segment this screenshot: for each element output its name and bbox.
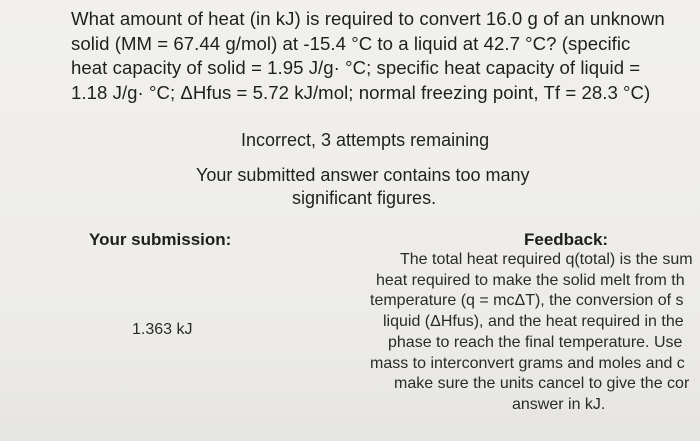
feedback-line: The total heat required q(total) is the sum [400, 251, 693, 268]
question-line: heat capacity of solid = 1.95 J/g· °C; specific heat capacity of liquid = [71, 57, 641, 78]
attempt-result: Incorrect, 3 attempts remaining [241, 130, 490, 150]
question-text [71, 7, 681, 105]
feedback-line: phase to reach the final temperature. Use [388, 333, 683, 351]
question-line: What amount of heat (in kJ) is required to convert 16.0 g of an unknown [71, 8, 665, 29]
feedback-line: heat required to make the solid melt from th [376, 271, 685, 289]
submission-label: Your submission: [89, 230, 232, 249]
feedback-text [350, 250, 700, 416]
question-line: solid (MM = 67.44 g/mol) at -15.4 °C to a liquid at 42.7 °C? (specific [71, 32, 631, 54]
submitted-answer: 1.363 kJ [132, 321, 193, 338]
feedback-line: mass to interconvert grams and moles and c [370, 354, 685, 372]
feedback-line: make sure the units cancel to give the cor [394, 375, 690, 393]
feedback-line: liquid (ΔHfus), and the heat required in the [383, 313, 684, 331]
feedback-line: temperature (q = mcΔT), the conversion of s [370, 292, 684, 310]
status-message-line: Your submitted answer contains too many [196, 165, 530, 185]
feedback-line: answer in kJ. [512, 395, 606, 413]
feedback-label: Feedback: [524, 230, 609, 249]
status-message-line: significant figures. [292, 188, 437, 208]
question-line: 1.18 J/g· °C; ΔHfus = 5.72 kJ/mol; normal freezing point, Tf = 28.3 °C) [71, 81, 651, 103]
